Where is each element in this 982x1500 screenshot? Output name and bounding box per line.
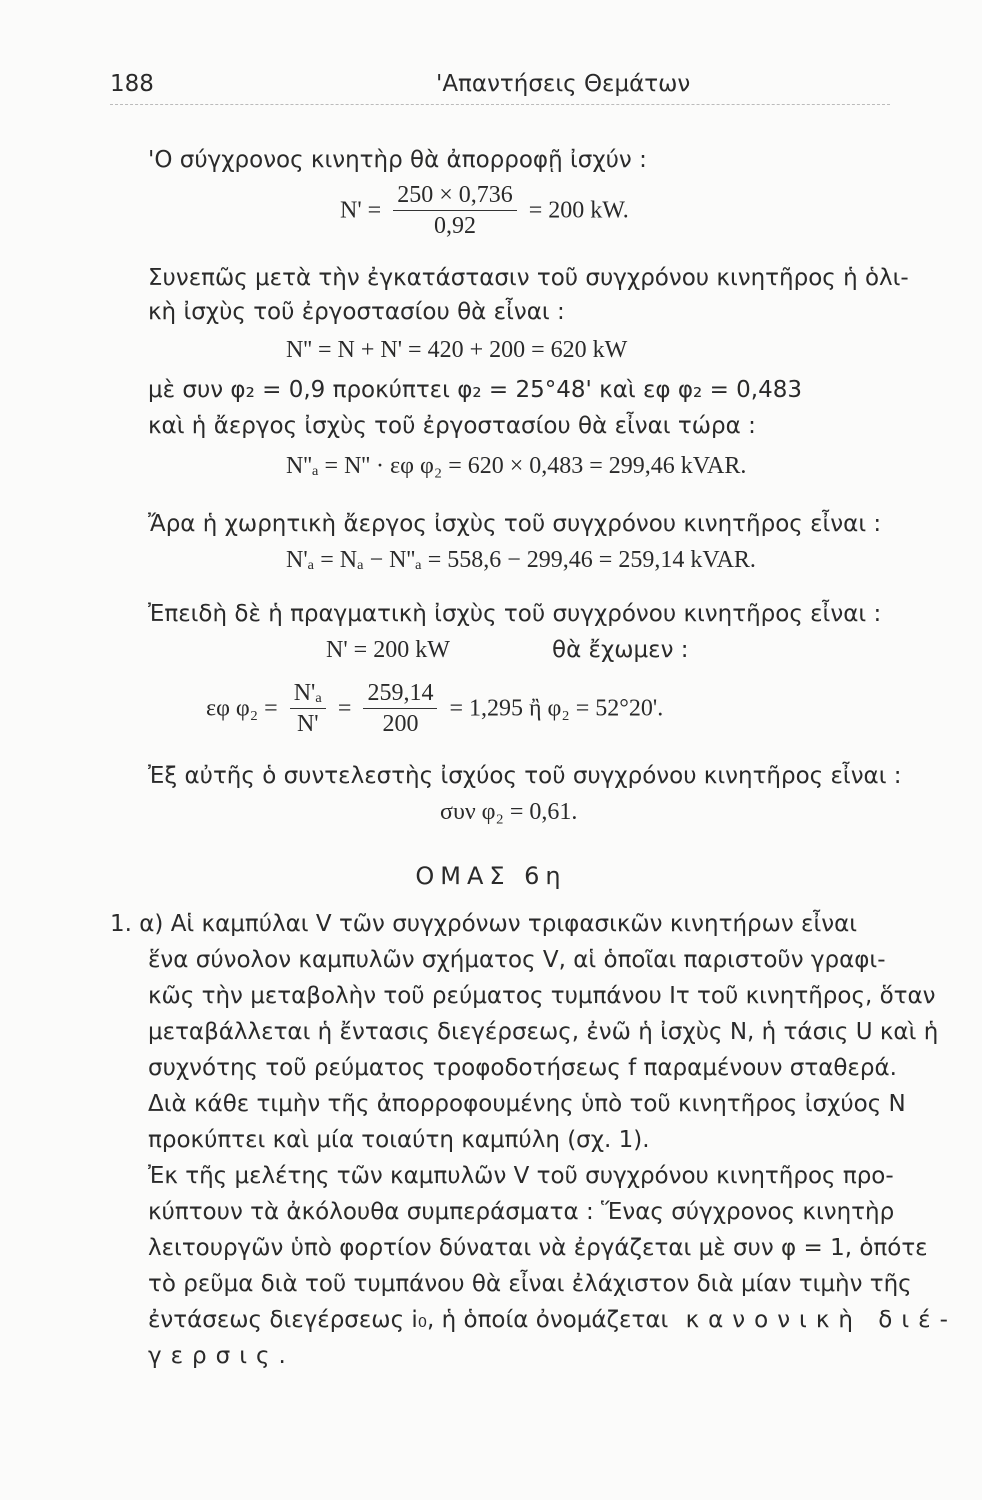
formula-lhs: N' =	[340, 197, 382, 224]
numerator: 259,14	[363, 678, 437, 709]
paragraph-line: 1. α) Αἱ καμπύλαι V τῶν συγχρόνων τριφασικῶν κινητήρων εἶναι	[110, 911, 858, 937]
text-line: θὰ ἔχωμεν :	[552, 637, 689, 663]
running-title: 'Απαντήσεις Θεμάτων	[436, 71, 691, 97]
header-divider	[110, 104, 890, 105]
fraction	[393, 180, 517, 241]
numerator: N'ₐ	[290, 678, 326, 709]
equation: N'ₐ = Nₐ − N''ₐ = 558,6 − 299,46 = 259,14 kVAR.	[286, 547, 756, 573]
numerator: 250 × 0,736	[393, 180, 517, 211]
text-line: κὴ ἰσχὺς τοῦ ἐργοστασίου θὰ εἶναι :	[148, 299, 565, 325]
paragraph-line: προκύπτει καὶ μία τοιαύτη καμπύλη (σχ. 1).	[148, 1127, 650, 1153]
text-line: Ἐπειδὴ δὲ ἡ πραγματικὴ ἰσχὺς τοῦ συγχρόνου κινητῆρος εἶναι :	[148, 601, 882, 627]
equation: N''ₐ = N'' · εφ φ₂ = 620 × 0,483 = 299,46 kVAR.	[286, 453, 747, 479]
paragraph-line: τὸ ρεῦμα διὰ τοῦ τυμπάνου θὰ εἶναι ἐλάχιστον διὰ μίαν τιμὴν τῆς	[148, 1271, 912, 1297]
formula-n-prime	[340, 180, 629, 241]
text-line: καὶ ἡ ἄεργος ἰσχὺς τοῦ ἐργοστασίου θὰ εἶναι τώρα :	[148, 413, 756, 439]
paragraph-line: ἕνα σύνολον καμπυλῶν σχήματος V, αἱ ὁποῖαι παριστοῦν γραφι-	[148, 947, 886, 973]
equation: N' = 200 kW	[326, 637, 450, 663]
paragraph-line: κῶς τὴν μεταβολὴν τοῦ ρεύματος τυμπάνου Iτ τοῦ κινητῆρος, ὅταν	[148, 983, 936, 1009]
paragraph-line: κύπτουν τὰ ἀκόλουθα συμπεράσματα : Ἕνας σύγχρονος κινητὴρ	[148, 1199, 895, 1225]
text-line: Ἄρα ἡ χωρητικὴ ἄεργος ἰσχὺς τοῦ συγχρόνου κινητῆρος εἶναι :	[148, 511, 882, 537]
formula-tan-phi	[206, 678, 663, 739]
paragraph-line: μεταβάλλεται ἡ ἔντασις διεγέρσεως, ἐνῶ ἡ ἰσχὺς N, ἡ τάσις U καὶ ἡ	[148, 1019, 939, 1045]
fraction	[363, 678, 437, 739]
formula-rhs: = 1,295 ἢ φ₂ = 52°20'.	[449, 695, 664, 722]
paragraph-line: λειτουργῶν ὑπὸ φορτίον δύναται νὰ ἐργάζεται μὲ συν φ = 1, ὁπότε	[148, 1235, 928, 1261]
page-number: 188	[110, 71, 154, 97]
text-line: Ἐξ αὐτῆς ὁ συντελεστὴς ἰσχύος τοῦ συγχρόνου κινητῆρος εἶναι :	[148, 763, 902, 789]
section-heading: ΟΜΑΣ 6η	[415, 862, 567, 890]
fraction	[290, 678, 326, 739]
denominator: 200	[382, 711, 419, 737]
equals-sign: =	[337, 695, 352, 722]
text-segment: ἐντάσεως διεγέρσεως i₀, ἡ ὁποία ὀνομάζεται	[148, 1307, 669, 1333]
formula-rhs: = 200 kW.	[528, 197, 629, 224]
denominator: 0,92	[433, 213, 476, 239]
emphasized-term: κανονικὴ διέ-	[685, 1307, 957, 1333]
text-line: Συνεπῶς μετὰ τὴν ἐγκατάστασιν τοῦ συγχρόνου κινητῆρος ἡ ὁλι-	[148, 265, 909, 291]
paragraph-line: γερσις.	[148, 1343, 295, 1369]
paragraph-line: Ἐκ τῆς μελέτης τῶν καμπυλῶν V τοῦ συγχρόνου κινητῆρος προ-	[148, 1163, 894, 1189]
equation: N'' = N + N' = 420 + 200 = 620 kW	[286, 337, 628, 363]
denominator: N'	[296, 711, 319, 737]
paragraph-line: συχνότης τοῦ ρεύματος τροφοδοτήσεως f παραμένουν σταθερά.	[148, 1055, 897, 1081]
text-line: μὲ συν φ₂ = 0,9 προκύπτει φ₂ = 25°48' καὶ εφ φ₂ = 0,483	[148, 377, 803, 403]
equation: συν φ₂ = 0,61.	[440, 799, 578, 825]
paragraph-line	[148, 1306, 957, 1334]
formula-lhs: εφ φ₂ =	[206, 695, 278, 722]
paragraph-line: Διὰ κάθε τιμὴν τῆς ἀπορροφουμένης ὑπὸ τοῦ κινητῆρος ἰσχύος N	[148, 1091, 906, 1117]
text-line: 'Ο σύγχρονος κινητὴρ θὰ ἀπορροφῇ ἰσχύν :	[148, 147, 647, 173]
